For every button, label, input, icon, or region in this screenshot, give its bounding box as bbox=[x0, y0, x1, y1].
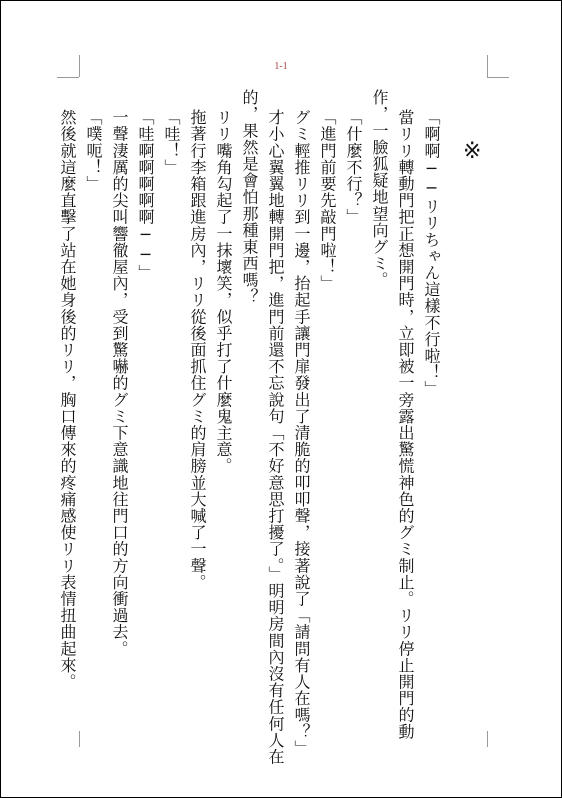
text-line-7: 才小心翼翼地轉開門把，進門前還不忘說句「不好意思打擾了。」明明房間內沒有任何人在 bbox=[266, 109, 285, 765]
crop-mark-top-right-v bbox=[487, 55, 488, 77]
crop-mark-top-left-h bbox=[57, 77, 79, 78]
section-mark: ※ bbox=[463, 139, 482, 164]
text-line-14: 「噗呃！」 bbox=[84, 109, 103, 192]
text-line-1: 「啊啊──リリちゃん這樣不行啦！」 bbox=[422, 109, 441, 398]
text-line-5: 「進門前要先敲門啦！」 bbox=[318, 109, 337, 292]
text-line-10: 拖著行李箱跟進房內，リリ從後面抓住グミ的肩膀並大喊了一聲。 bbox=[188, 109, 207, 591]
crop-mark-top-right-h bbox=[487, 77, 509, 78]
crop-mark-top-left-v bbox=[79, 55, 80, 77]
text-line-4: 「什麼不行？」 bbox=[344, 109, 363, 226]
text-line-3: 作，一臉狐疑地望向グミ。 bbox=[370, 89, 389, 289]
text-line-9: リリ嘴角勾起了一抹壞笑，似乎打了什麼鬼主意。 bbox=[214, 109, 233, 475]
text-line-6: グミ輕推リリ到一邊，抬起手讓門扉發出了清脆的叩叩聲，接著說了「請問有人在嗎？」 bbox=[292, 109, 311, 757]
crop-mark-bottom-right-v bbox=[487, 731, 488, 747]
crop-mark-bottom-left-v bbox=[79, 731, 80, 747]
text-line-2: 當リリ轉動門把正想開門時，立即被一旁露出驚慌神色的グミ制止。リリ停止開門的動 bbox=[396, 109, 415, 740]
page-number: 1-1 bbox=[274, 61, 288, 72]
text-line-12: 「哇啊啊啊啊啊──」 bbox=[136, 109, 155, 281]
text-line-8: 的，果然是會怕那種東西嗎？ bbox=[240, 89, 259, 305]
text-line-13: 一聲淒厲的尖叫響徹屋內，受到驚嚇的グミ下意識地往門口的方向衝過去。 bbox=[110, 109, 129, 657]
text-line-11: 「哇！」 bbox=[162, 109, 181, 176]
text-line-15: 然後就這麼直擊了站在她身後的リリ，胸口傳來的疼痛感使リリ表情扭曲起來。 bbox=[58, 109, 77, 690]
